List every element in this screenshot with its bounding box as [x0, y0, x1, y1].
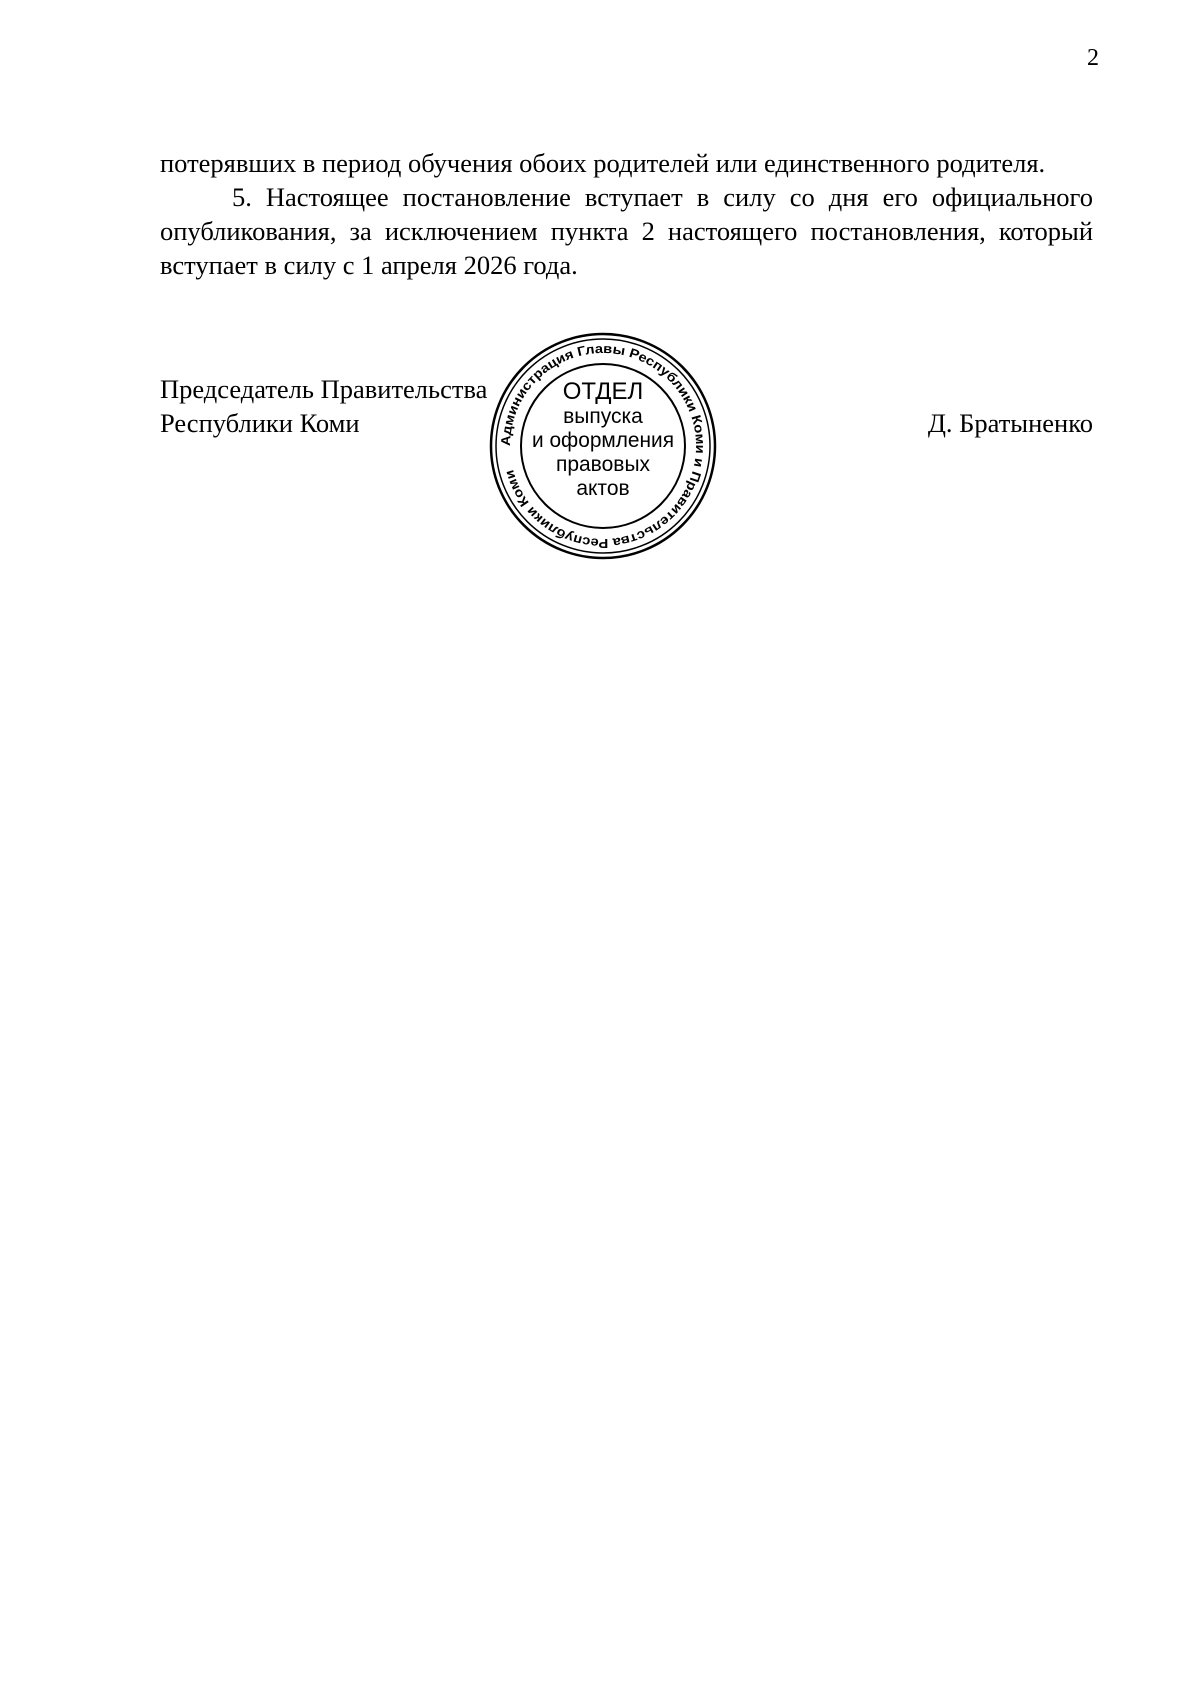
signatory-title-line-1: Председатель Правительства	[160, 374, 488, 404]
stamp-center-line-2: выпуска	[563, 405, 643, 428]
stamp-seal-icon	[488, 331, 718, 561]
stamp-ring-text: Администрация Главы Республики Коми и Правительства Республики Коми	[497, 340, 709, 552]
stamp-center-line-3: и оформления	[532, 429, 674, 452]
stamp-center-line-4: правовых	[555, 453, 651, 476]
paragraph-continuation: потерявших в период обучения обоих родителей или единственного родителя.	[160, 148, 1046, 178]
official-stamp	[488, 331, 718, 561]
document-body	[160, 146, 1093, 282]
page-number: 2	[1087, 45, 1099, 71]
paragraph-5: 5. Настоящее постановление вступает в силу со дня его официального опубликования, за исключением пункта 2 настоящего постановления, который вступает в силу с 1 апреля 2026 года.	[160, 182, 1093, 280]
stamp-center-line-1: ОТДЕЛ	[562, 378, 644, 405]
signatory-name: Д. Братыненко	[927, 408, 1093, 438]
stamp-center-line-5: актов	[576, 477, 630, 500]
signatory-title-line-2: Республики Коми	[160, 408, 360, 438]
